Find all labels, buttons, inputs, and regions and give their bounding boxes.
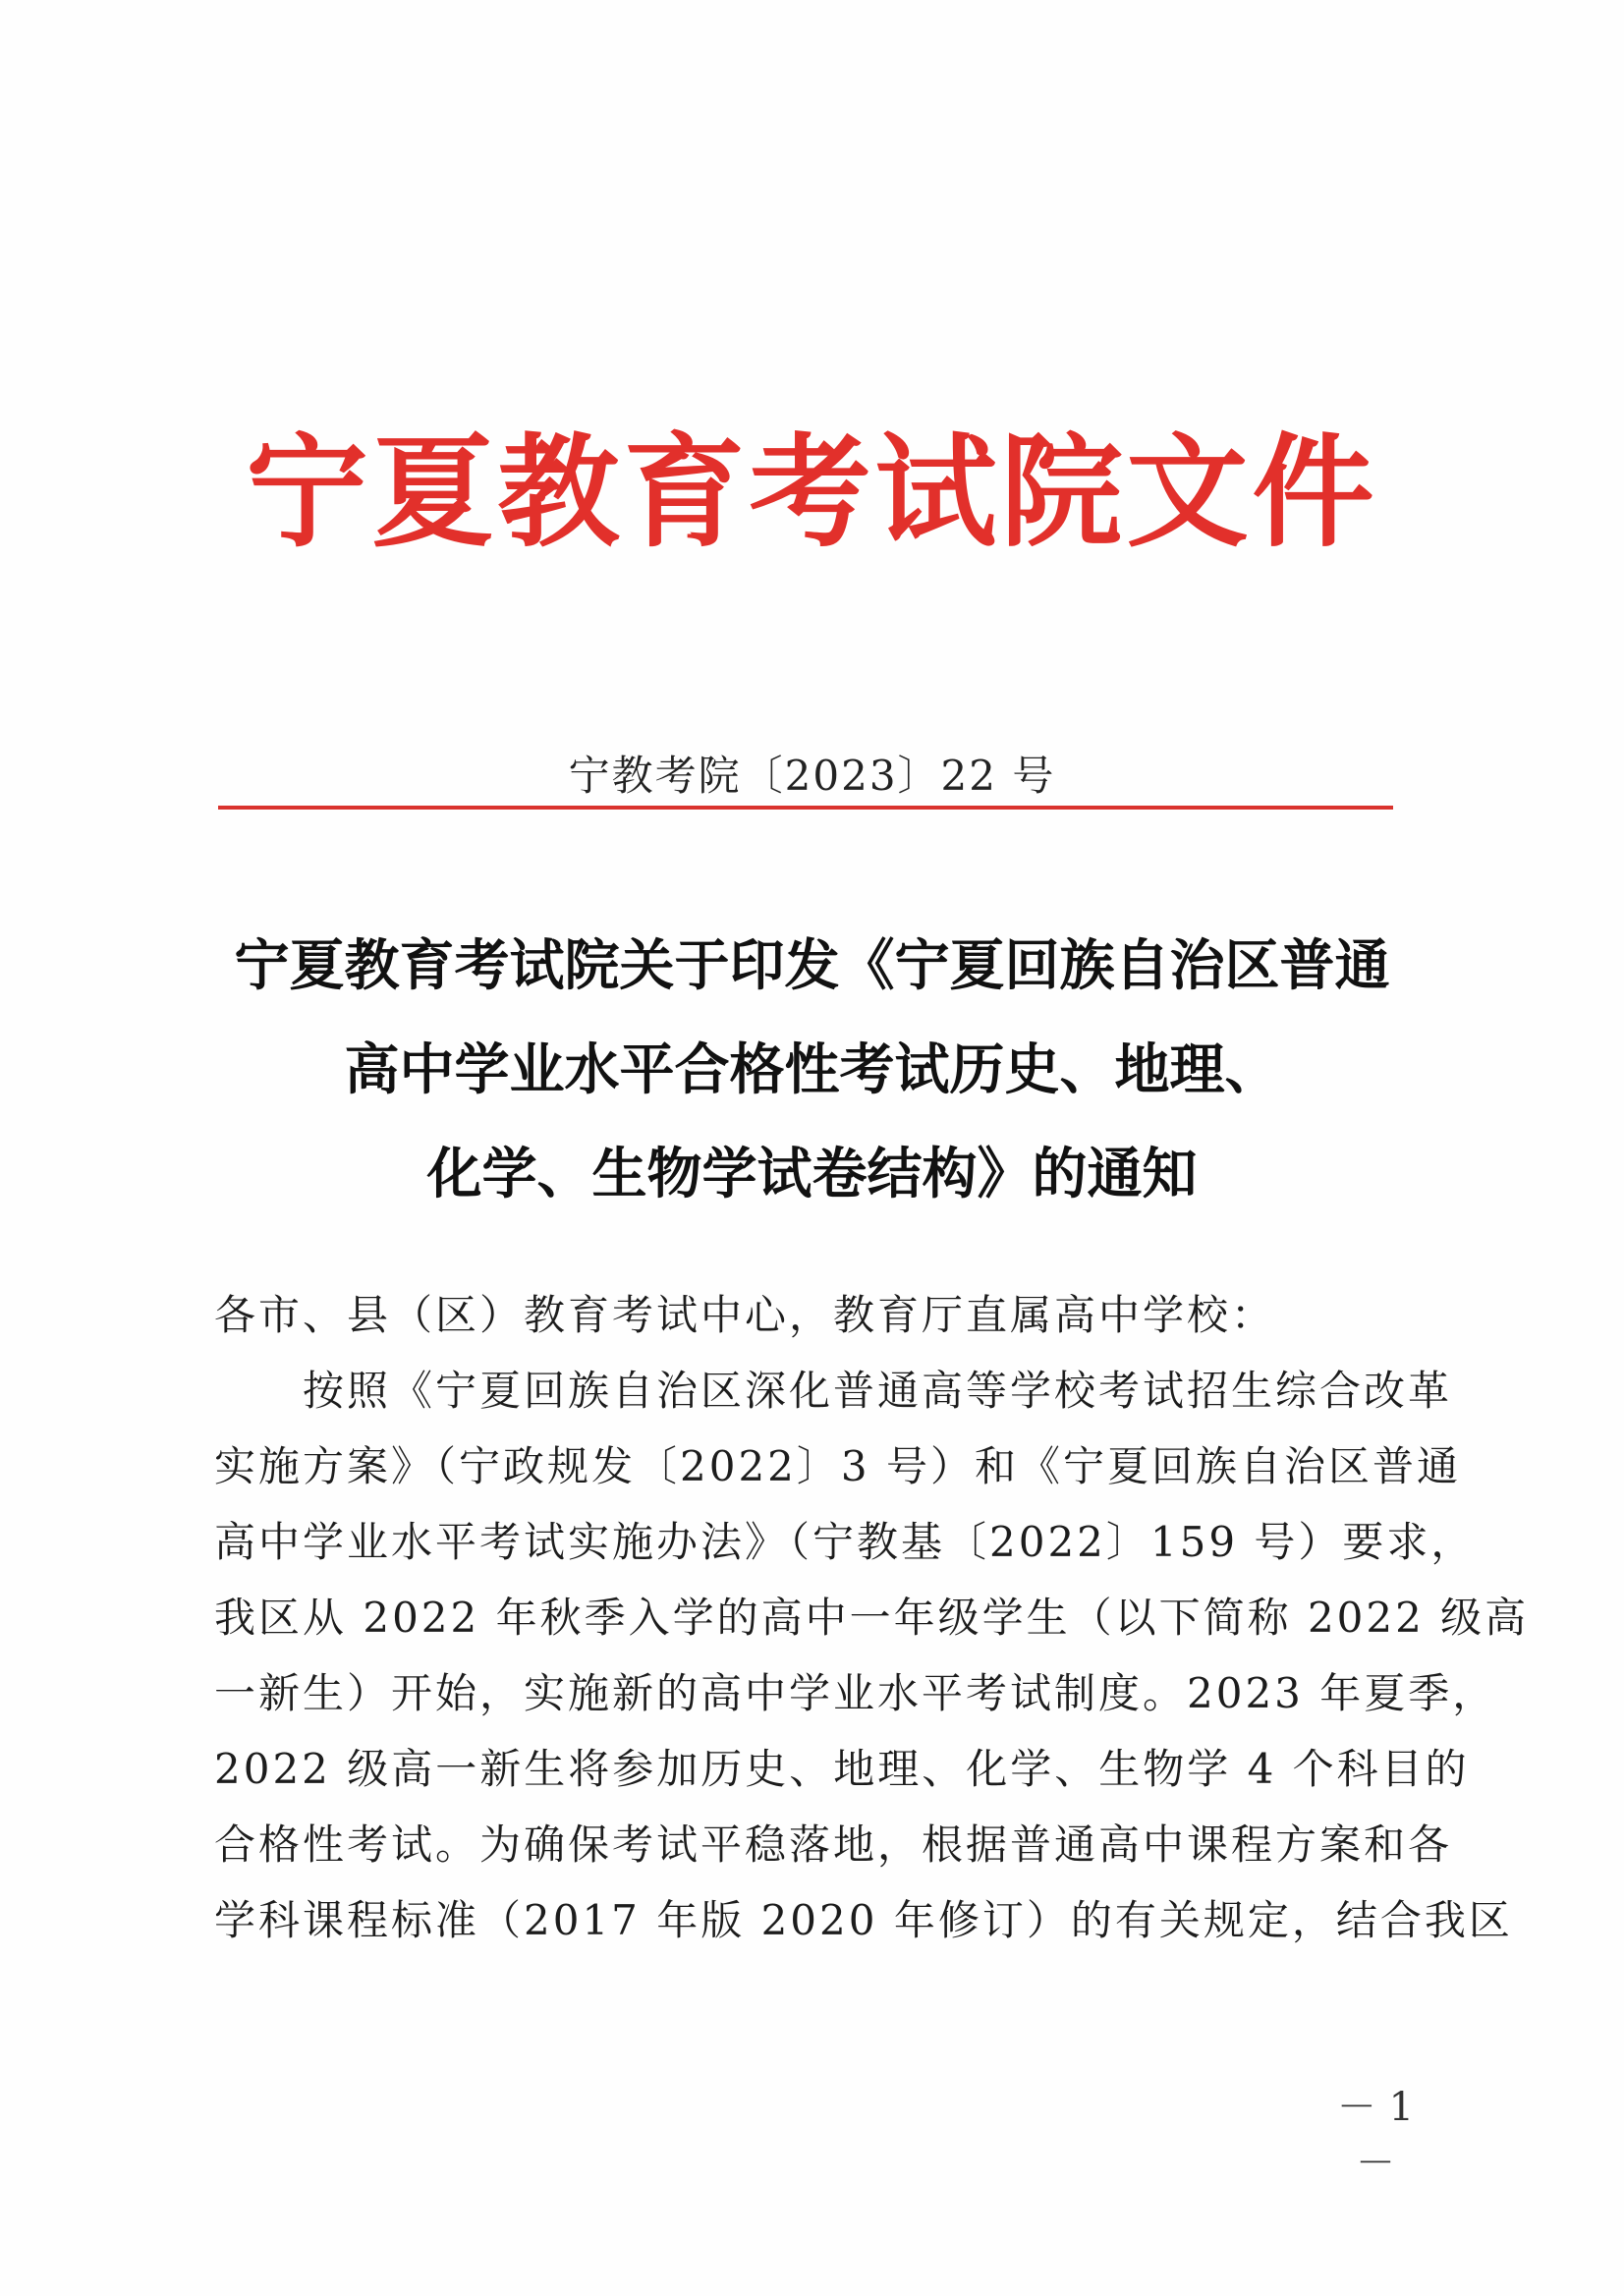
- title-line-1: 宁夏教育考试院关于印发《宁夏回族自治区普通: [234, 933, 1390, 998]
- paragraph-line-4: 我区从 2022 年秋季入学的高中一年级学生（以下简称 2022 级高: [214, 1594, 1530, 1642]
- paragraph-line-1: 按照《宁夏回族自治区深化普通高等学校考试招生综合改革: [303, 1367, 1453, 1415]
- document-number: 宁教考院〔2023〕22 号: [568, 752, 1056, 800]
- title-line-3: 化学、生物学试卷结构》的通知: [426, 1142, 1198, 1206]
- paragraph-line-3: 高中学业水平考试实施办法》（宁教基〔2022〕159 号）要求，: [214, 1518, 1476, 1566]
- notice-title: [177, 914, 1447, 1226]
- paragraph-line-7: 合格性考试。为确保考试平稳落地，根据普通高中课程方案和各: [214, 1820, 1453, 1869]
- paragraph-line-5: 一新生）开始，实施新的高中学业水平考试制度。2023 年夏季，: [214, 1669, 1497, 1717]
- page-number: － 1 －: [1336, 2085, 1415, 2186]
- title-line-2: 高中学业水平合格性考试历史、地理、: [344, 1037, 1280, 1102]
- paragraph-line-8: 学科课程标准（2017 年版 2020 年修订）的有关规定，结合我区: [214, 1896, 1513, 1944]
- paragraph-line-2: 实施方案》（宁政规发〔2022〕3 号）和《宁夏回族自治区普通: [214, 1442, 1461, 1490]
- paragraph-line-6: 2022 级高一新生将参加历史、地理、化学、生物学 4 个科目的: [214, 1745, 1470, 1793]
- red-divider-rule: [218, 806, 1393, 810]
- notice-body: [214, 1277, 1530, 1958]
- masthead-title: 宁夏教育考试院文件: [246, 421, 1378, 564]
- salutation: 各市、县（区）教育考试中心，教育厅直属高中学校：: [214, 1291, 1276, 1339]
